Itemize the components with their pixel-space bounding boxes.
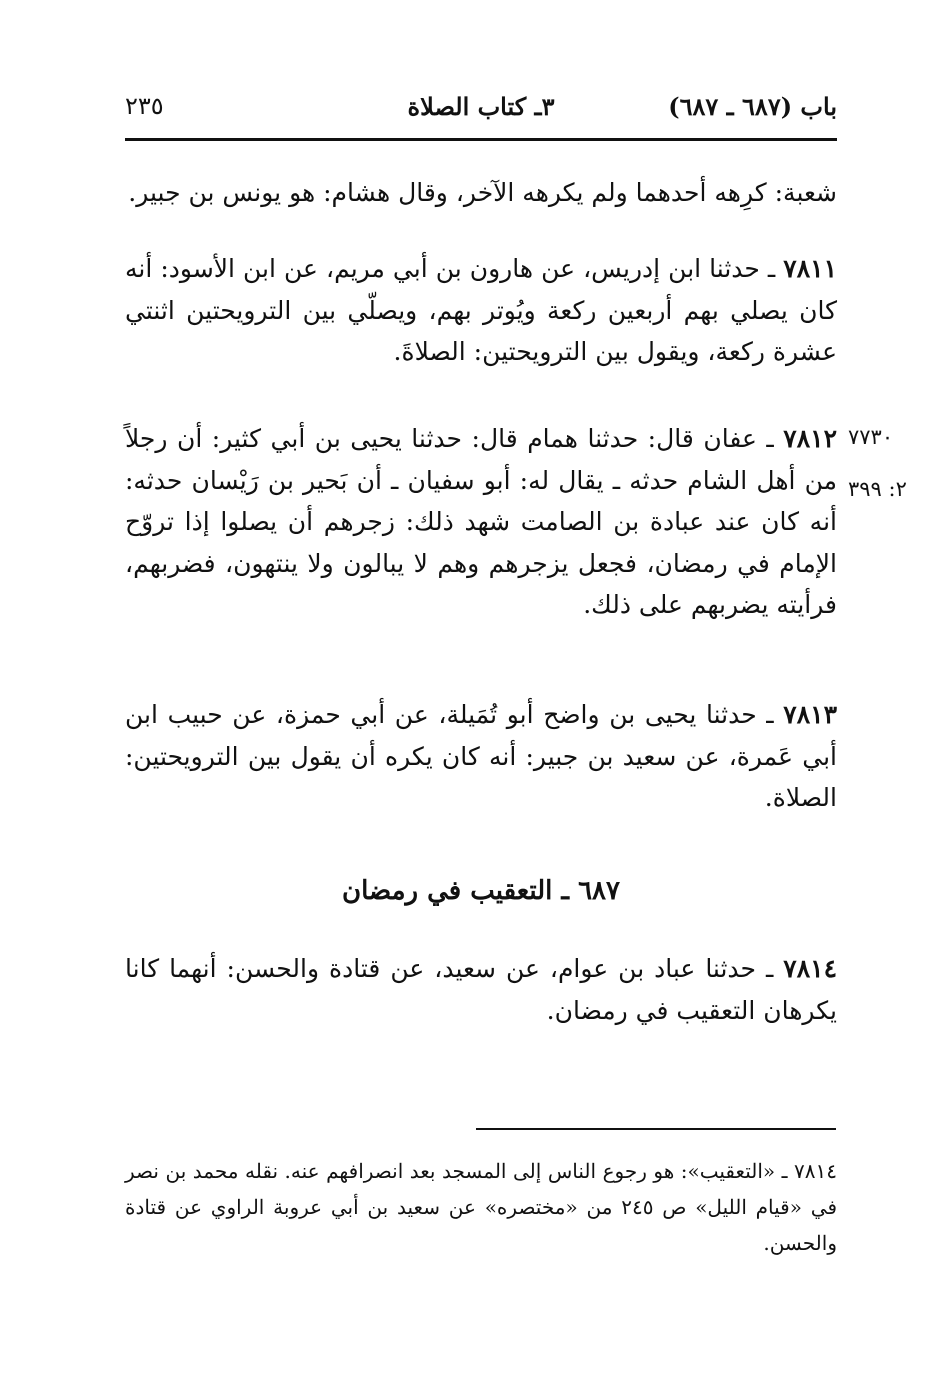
hadith-number: ٧٨١٤ [783,954,837,983]
hadith-7811 [125,248,837,373]
footnote-text: ـ «التعقيب»: هو رجوع الناس إلى المسجد بعد انصرافهم عنه. نقله محمد بن نصر في «قيام الليل» ص ٢٤٥ من «مختصره» عن سعيد بن أبي عروبة الراوي عن قتادة والحسن. [125,1159,837,1255]
margin-reference: ٢: ٣٩٩ [848,477,907,501]
hadith-number: ٧٨١١ [783,254,837,283]
hadith-text: ـ حدثنا عباد بن عوام، عن سعيد، عن قتادة والحسن: أنهما كانا يكرهان التعقيب في رمضان. [125,954,837,1025]
hadith-number: ٧٨١٢ [783,424,837,453]
hadith-7812 [125,418,837,626]
chapter-title: ٦٨٧ ـ التعقيب في رمضان [342,876,620,906]
paragraph-continuation [125,172,837,214]
section-heading: باب (٦٨٧ ـ ٦٨٧) [668,92,837,121]
footnote-divider [476,1128,836,1130]
hadith-text: ـ حدثنا ابن إدريس، عن هارون بن أبي مريم، عن ابن الأسود: أنه كان يصلي بهم أربعين ركعة ويُوتر بهم، ويصلّي بين الترويحتين اثنتي عشرة ركعة، ويقول بين الترويحتين: الصلاةَ. [125,254,837,366]
hadith-text: ـ عفان قال: حدثنا همام قال: حدثنا يحيى بن أبي كثير: أن رجلاً من أهل الشام حدثه ـ يقال له: أبو سفيان ـ أن بَحير بن رَيْسان حدثه: أنه كان عند عبادة بن الصامت شهد ذلك: زجرهم أن يصلوا إذا تروّح الإمام في رمضان، فجعل يزجرهم وهم لا يبالون ولا ينتهون، فضربهم، فرأيته يضربهم على ذلك. [125,424,837,619]
footnote-number: ٧٨١٤ [794,1159,837,1183]
margin-reference: ٧٧٣٠ [848,425,894,449]
hadith-7813 [125,694,837,819]
footnote [125,1153,837,1261]
hadith-number: ٧٨١٣ [783,700,837,729]
page-header [125,92,837,128]
hadith-text: ـ حدثنا يحيى بن واضح أبو تُمَيلة، عن أبي حمزة، عن حبيب ابن أبي عَمرة، عن سعيد بن جبير: أنه كان يكره أن يقول بين الترويحتين: الصلاة. [125,700,837,812]
paragraph-text: شعبة: كرِهه أحدهما ولم يكرهه الآخر، وقال هشام: هو يونس بن جبير. [128,178,837,207]
book-title: ٣ـ كتاب الصلاة [407,92,555,121]
hadith-7814 [125,948,837,1031]
header-divider [125,138,837,141]
page-number: ٢٣٥ [125,92,164,120]
